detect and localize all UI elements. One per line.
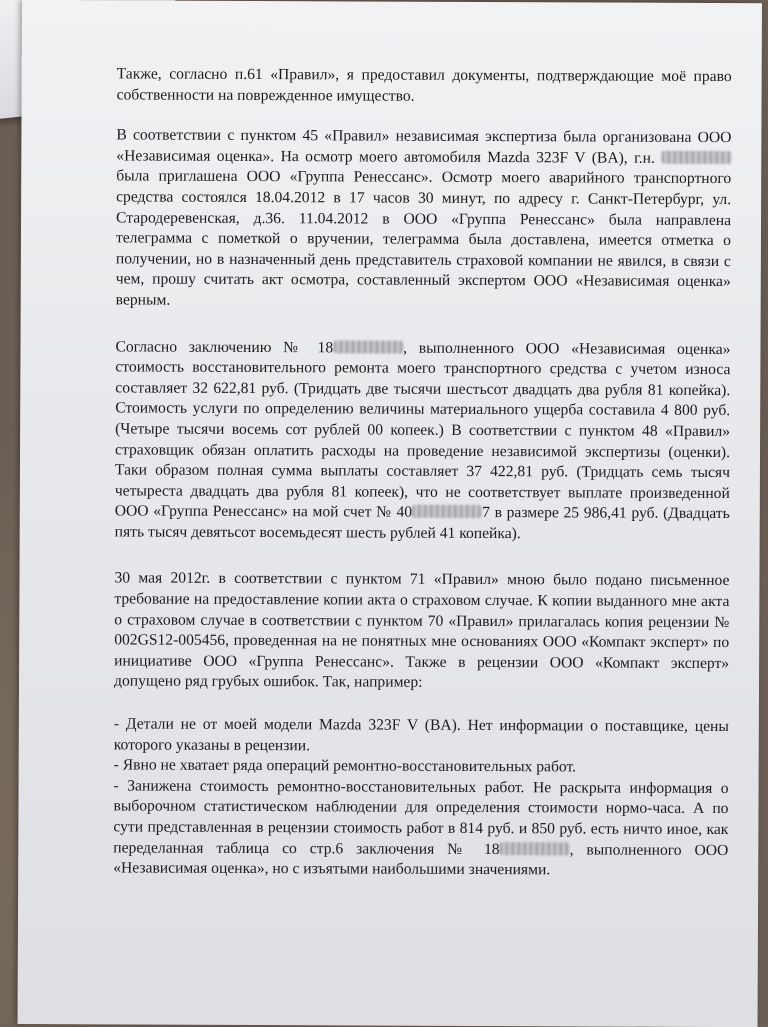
redacted-number	[661, 151, 731, 164]
bullet-operations: - Явно не хватает ряда операций ремонтно-восстановительных работ.	[113, 756, 577, 776]
redacted-number	[500, 842, 570, 855]
document-sheet	[18, 0, 762, 1027]
redacted-number	[412, 505, 482, 518]
bullet-labor-cost: - Занижена стоимость ремонтно-восстановительных работ. Не раскрыта информация о выборочном статистическом наблюдении для определения стоимости нормо-часа. А по сути представленная в рецензии стоимость работ в 814 руб. и 850 руб. есть ничто иное, как переделанная таблица со стр.6 заключения № 18 , выполненного ООО «Независимая оценка», но с изъятыми наибольшими значениями.	[113, 777, 729, 879]
paragraph-expertise: В соответствии с пунктом 45 «Правил» независимая экспертиза была организована ООО «Независимая оценка». На осмотр моего автомобиля Mazda 323F V (BA), г.н. была приглашена ООО «Группа Ренессанс». Осмотр моего аварийного транспортного средства состоялся 18.04.2012 в 17 часов 30 минут, по адресу г. Санкт-Петербург, ул. Стародеревенская, д.36. 11.04.2012 в ООО «Группа Ренессанс» была направлена телеграмма с пометкой о вручении, телеграмма была доставлена, имеется отметка о получении, но в назначенный день представитель страховой компании не явился, в связи с чем, прошу считать акт осмотра, составленный экспертом ООО «Независимая оценка» верным.	[115, 126, 732, 309]
document-text	[113, 64, 732, 881]
paragraph-valuation: Согласно заключению № 18 , выполненного ООО «Независимая оценка» стоимость восстановительного ремонта моего транспортного средства с учетом износа составляет 32 622,81 руб. (Тридцать две тысячи шестьсот двадцать два рубля 81 копейка). Стоимость услуги по определению величины материального ущерба составила 4 800 руб. (Четыре тысячи восемь сот рублей 00 копеек.) В соответствии с пунктом 48 «Правил» страховщик обязан оплатить расходы на проведение независимой экспертизы (оценки). Таки образом полная сумма выплаты составляет 37 422,81 руб. (Тридцать семь тысяч четыреста двадцать два рубля 81 копеек), что не соответствует выплате произведенной ООО «Группа Ренессанс» на мой счет № 40 7 в размере 25 986,41 руб. (Двадцать пять тысяч девятьсот восемьдесят шесть рублей 41 копейка).	[114, 337, 731, 543]
paragraph-ownership: Также, согласно п.61 «Правил», я предоставил документы, подтверждающие моё право собственности на поврежденное имущество.	[116, 65, 732, 105]
paragraph-review: 30 мая 2012г. в соответствии с пунктом 71 «Правил» мною было подано письменное требование на предоставление копии акта о страховом случае. К копии выданного мне акта о страховом случае в соответствии с пунктом 70 «Правил» прилагалась копия рецензии № 002GS12-005456, проведенная на не понятных мне основаниях ООО «Компакт эксперт» по инициативе ООО «Группа Ренессанс». Также в рецензии ООО «Компакт эксперт» допущено ряд грубых ошибок. Так, например:	[113, 569, 730, 692]
redacted-number	[333, 340, 403, 353]
bullet-parts: - Детали не от моей модели Mazda 323F V (BA). Нет информации о поставщике, цены которого указаны в рецензии.	[113, 715, 729, 754]
